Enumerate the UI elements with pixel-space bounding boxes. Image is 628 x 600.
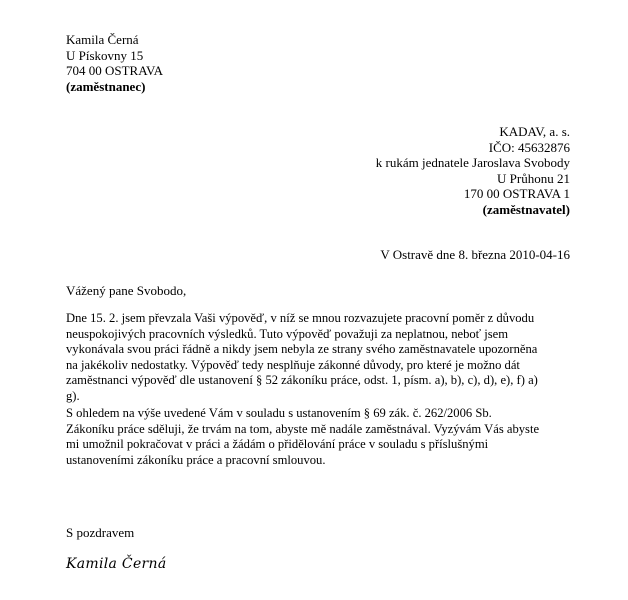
sender-name: Kamila Černá xyxy=(66,32,139,47)
recipient-ico: IČO: 45632876 xyxy=(488,139,570,155)
paragraph-line: g). xyxy=(66,388,80,403)
signature: Kamila Černá xyxy=(66,556,167,572)
recipient-street: U Průhonu 21 xyxy=(497,170,570,186)
recipient-company: KADAV, a. s. xyxy=(499,124,570,139)
recipient-city: 170 00 OSTRAVA 1 xyxy=(463,186,570,201)
date-line: V Ostravě dne 8. března 2010-04-16 xyxy=(380,247,570,262)
sender-role: (zaměstnanec) xyxy=(66,78,146,94)
paragraph-1 xyxy=(66,311,586,404)
sender-address xyxy=(66,32,163,94)
recipient-address xyxy=(376,124,570,217)
greeting: Vážený pane Svobodo, xyxy=(66,283,187,298)
paragraph-line: neuspokojivých pracovních výsledků. Tuto výpověď považuji za neplatnou, neboť jsem xyxy=(66,326,508,341)
recipient-attention: k rukám jednatele Jaroslava Svobody xyxy=(375,155,570,170)
paragraph-line: na jakékoliv nedostatky. Výpověď tedy nesplňuje zákonné důvody, pro které je možno dát xyxy=(66,357,520,372)
closing: S pozdravem xyxy=(66,525,135,540)
paragraph-2 xyxy=(66,406,586,468)
sender-street: U Pískovny 15 xyxy=(66,47,144,63)
paragraph-line: vykonávala svou práci řádně a nikdy jsem nebyla ze strany svého zaměstnavatele upozorněna xyxy=(66,342,538,356)
paragraph-line: ustanoveními zákoníku práce a pracovní smlouvou. xyxy=(66,452,326,467)
paragraph-line: Dne 15. 2. jsem převzala Vaši výpověď, v níž se mnou rozvazujete pracovní poměr z důvodu xyxy=(66,311,535,325)
recipient-role: (zaměstnavatel) xyxy=(482,201,570,217)
paragraph-line: S ohledem na výše uvedené Vám v souladu s ustanovením § 69 zák. č. 262/2006 Sb. xyxy=(66,406,492,420)
paragraph-line: mi umožnil pokračovat v práci a žádám o přidělování práce v souladu s příslušnými xyxy=(66,437,489,451)
paragraph-line: zaměstnanci výpověď dle ustanovení § 52 zákoníku práce, odst. 1, písm. a), b), c), d), e), f) a) xyxy=(66,373,538,387)
paragraph-line: Zákoníku práce sděluji, že trvám na tom, abyste mě nadále zaměstnával. Vyzývám Vás abyste xyxy=(66,421,540,436)
sender-city: 704 00 OSTRAVA xyxy=(66,63,164,78)
